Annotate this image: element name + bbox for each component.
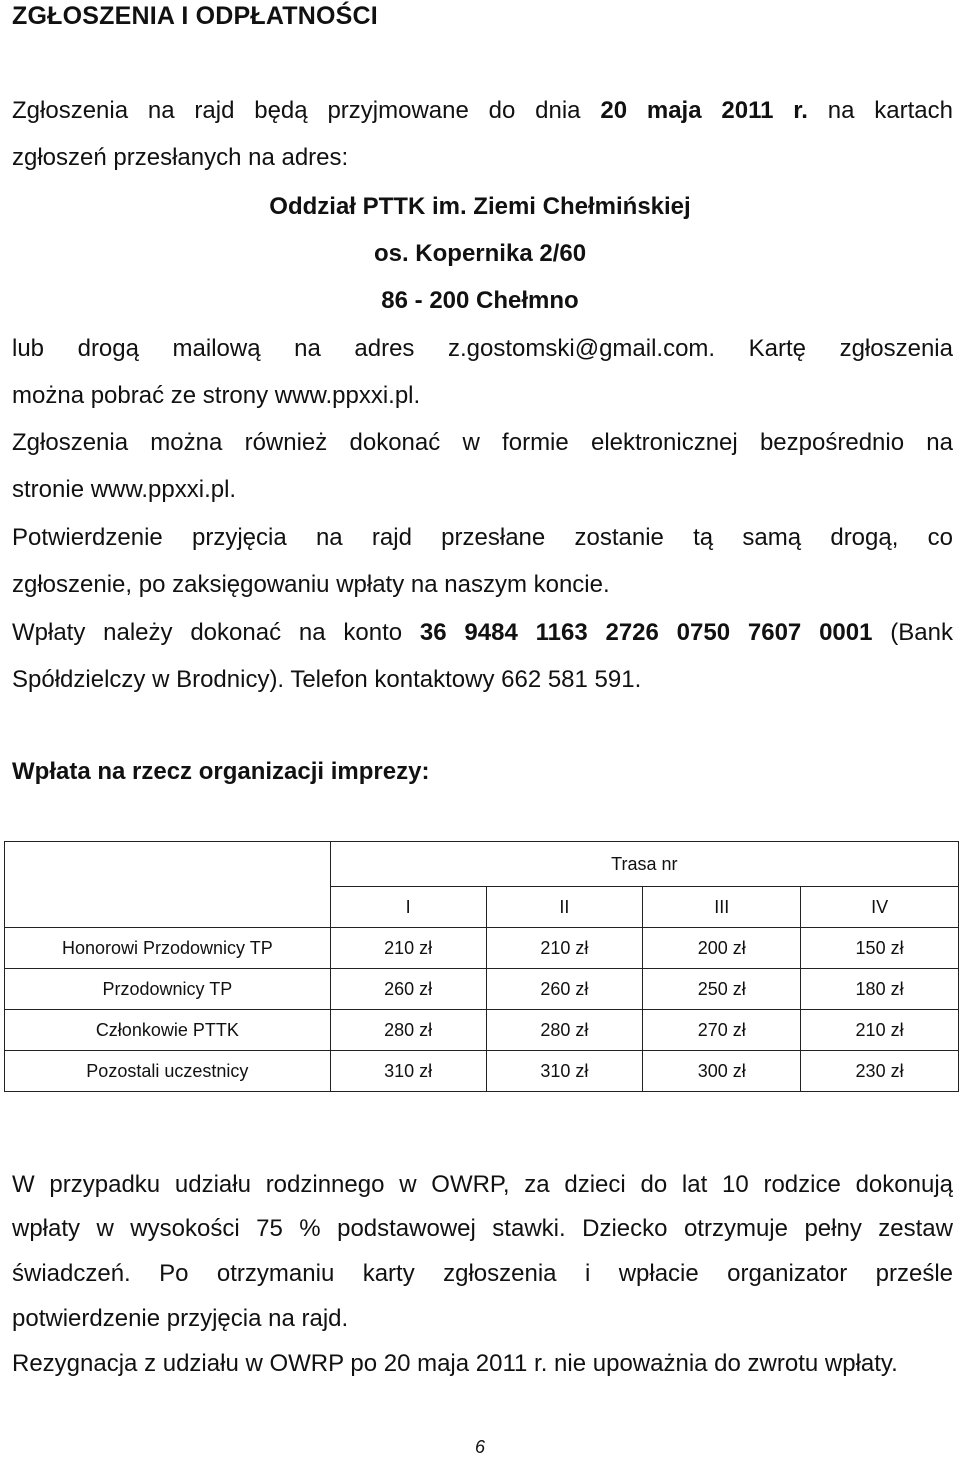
- table-corner-cell-lower: [5, 887, 331, 928]
- fee-cell: 200 zł: [643, 928, 801, 969]
- intro-line-1: [12, 97, 953, 125]
- payment-text-tail: (Bank: [872, 619, 953, 646]
- payment-text: Wpłaty należy dokonać na konto: [12, 619, 420, 646]
- address-line-1: Oddział PTTK im. Ziemi Chełmińskiej: [269, 193, 691, 220]
- row-label: Przodownicy TP: [5, 969, 331, 1010]
- fee-cell: 300 zł: [643, 1051, 801, 1092]
- fee-table-group-header-row: [5, 842, 959, 887]
- payment-line-1: [12, 619, 953, 647]
- route-group-header: Trasa nr: [330, 842, 958, 887]
- fee-cell: 260 zł: [486, 969, 643, 1010]
- bank-account-number: 36 9484 1163 2726 0750 7607 0001: [419, 619, 873, 646]
- address-line-2: os. Kopernika 2/60: [373, 240, 587, 267]
- fee-cell: 260 zł: [330, 969, 486, 1010]
- table-row: [5, 928, 959, 969]
- fee-cell: 270 zł: [643, 1010, 801, 1051]
- fee-cell: 310 zł: [486, 1051, 643, 1092]
- contact-line-2: można pobrać ze strony www.ppxxi.pl.: [12, 382, 421, 409]
- fee-cell: 280 zł: [330, 1010, 486, 1051]
- intro-text-tail: na kartach: [807, 97, 954, 124]
- column-header: II: [486, 887, 643, 928]
- intro-line-2: zgłoszeń przesłanych na adres:: [12, 144, 349, 171]
- table-row: [5, 1051, 959, 1092]
- column-header: III: [643, 887, 801, 928]
- family-line-1: W przypadku udziału rodzinnego w OWRP, za dzieci do lat 10 rodzice dokonują: [12, 1171, 953, 1198]
- fee-table-header-row: [5, 887, 959, 928]
- fee-cell: 230 zł: [801, 1051, 959, 1092]
- fee-cell: 310 zł: [330, 1051, 486, 1092]
- row-label: Członkowie PTTK: [5, 1010, 331, 1051]
- column-header: I: [330, 887, 486, 928]
- table-row: [5, 1010, 959, 1051]
- electronic-line-2: stronie www.ppxxi.pl.: [12, 476, 237, 503]
- table-row: [5, 969, 959, 1010]
- row-label: Pozostali uczestnicy: [5, 1051, 331, 1092]
- electronic-line-1: Zgłoszenia można również dokonać w formie elektronicznej bezpośrednio na: [12, 429, 953, 456]
- column-header: IV: [801, 887, 959, 928]
- section-title: Wpłata na rzecz organizacji imprezy:: [12, 758, 430, 785]
- page-heading: ZGŁOSZENIA I ODPŁATNOŚCI: [12, 2, 378, 30]
- family-line-3: świadczeń. Po otrzymaniu karty zgłoszenia i wpłacie organizator prześle: [12, 1260, 953, 1287]
- fee-cell: 150 zł: [801, 928, 959, 969]
- fee-cell: 210 zł: [330, 928, 486, 969]
- deadline-date: 20 maja 2011 r.: [600, 97, 808, 124]
- payment-line-2: Spółdzielczy w Brodnicy). Telefon kontaktowy 662 581 591.: [12, 666, 642, 693]
- table-corner-cell: [5, 842, 331, 887]
- family-line-2: wpłaty w wysokości 75 % podstawowej stawki. Dziecko otrzymuje pełny zestaw: [12, 1215, 953, 1242]
- family-line-4: potwierdzenie przyjęcia na rajd.: [12, 1305, 349, 1332]
- intro-text: Zgłoszenia na rajd będą przyjmowane do dnia: [12, 97, 601, 124]
- fee-cell: 210 zł: [801, 1010, 959, 1051]
- fee-cell: 280 zł: [486, 1010, 643, 1051]
- contact-line-1: lub drogą mailową na adres z.gostomski@gmail.com. Kartę zgłoszenia: [12, 335, 953, 362]
- page-number: 6: [474, 1437, 485, 1457]
- confirmation-line-1: Potwierdzenie przyjęcia na rajd przesłane zostanie tą samą drogą, co: [12, 524, 953, 551]
- address-line-3: 86 - 200 Chełmno: [381, 287, 579, 314]
- fee-table: [4, 841, 959, 1092]
- confirmation-line-2: zgłoszenie, po zaksięgowaniu wpłaty na naszym koncie.: [12, 571, 610, 598]
- fee-cell: 180 zł: [801, 969, 959, 1010]
- fee-cell: 250 zł: [643, 969, 801, 1010]
- fee-cell: 210 zł: [486, 928, 643, 969]
- row-label: Honorowi Przodownicy TP: [5, 928, 331, 969]
- resignation-line: Rezygnacja z udziału w OWRP po 20 maja 2011 r. nie upoważnia do zwrotu wpłaty.: [12, 1350, 898, 1377]
